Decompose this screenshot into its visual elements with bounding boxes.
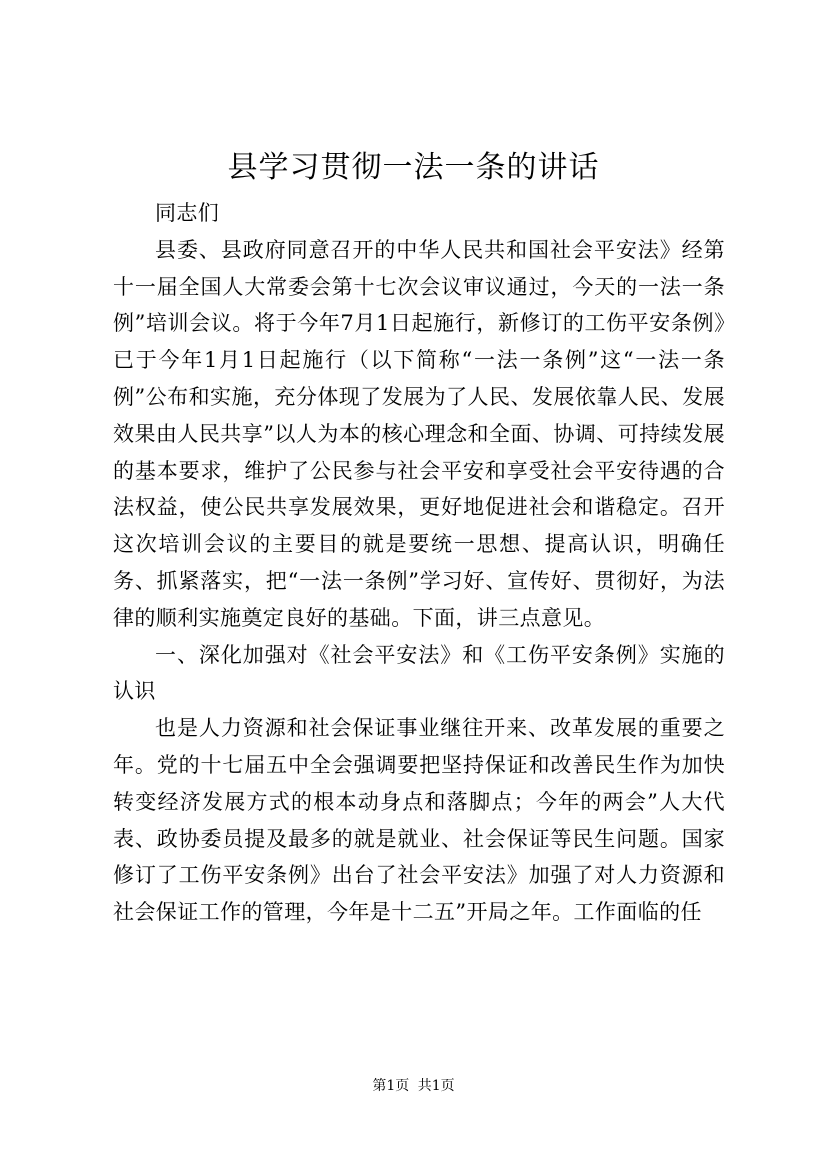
intro-paragraph: 县委、县政府同意召开的中华人民共和国社会平安法》经第十一届全国人大常委会第十七次会议审议通过，今天的一法一条例”培训会议。将于今年7月1日起施行，新修订的工伤平安条例》已于今年1月1日起施行（以下简称“一法一条例”这“一法一条例”公布和实施，充分体现了发展为了人民、发展依靠人民、发展效果由人民共享”以人为本的核心理念和全面、协调、可持续发展的基本要求，维护了公民参与社会平安和享受社会平安待遇的合法权益，使公民共享发展效果，更好地促进社会和谐稳定。召开这次培训会议的主要目的就是要统一思想、提高认识，明确任务、抓紧落实，把“一法一条例”学习好、宣传好、贯彻好，为法律的顺利实施奠定良好的基础。下面，讲三点意见。 bbox=[113, 237, 725, 630]
salutation-paragraph: 同志们 bbox=[155, 201, 220, 225]
page-total: 共1页 bbox=[417, 1078, 455, 1094]
page-number: 第1页 bbox=[372, 1078, 410, 1094]
page-footer bbox=[0, 1076, 827, 1096]
document-title: 县学习贯彻一法一条的讲话 bbox=[227, 150, 600, 185]
document-body bbox=[113, 195, 725, 931]
section-heading-paragraph: 一、深化加强对《社会平安法》和《工伤平安条例》实施的认识 bbox=[113, 642, 725, 704]
body-paragraph: 也是人力资源和社会保证事业继往开来、改革发展的重要之年。党的十七届五中全会强调要把坚持保证和改善民生作为加快转变经济发展方式的根本动身点和落脚点；今年的两会”人大代表、政协委员提及最多的就是就业、社会保证等民生问题。国家修订了工伤平安条例》出台了社会平安法》加强了对人力资源和社会保证工作的管理，今年是十二五”开局之年。工作面临的任 bbox=[113, 716, 725, 925]
